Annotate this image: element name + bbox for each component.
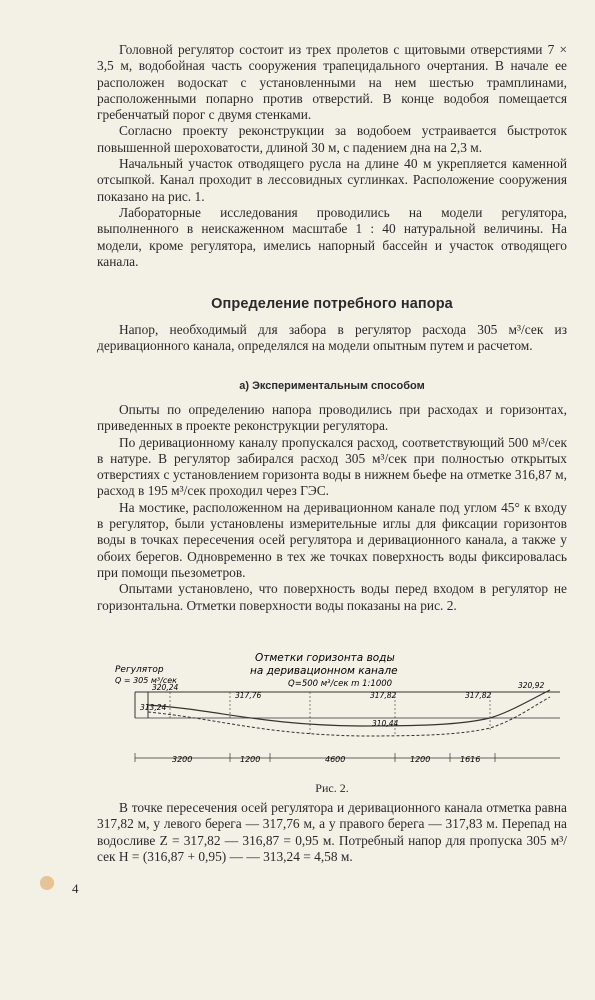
mark-317-82-b: 317,82 [465, 691, 492, 700]
figure-title-line-1: Отметки горизонта воды [255, 652, 395, 664]
paragraph-1: Головной регулятор состоит из трех пролетов с щитовыми отверстиями 7 × 3,5 м, водобойная часть сооружения трапецидального очертания. В начале ее расположен водоскат с установленными на нем шестью трамплинами, расположенными попарно против отверстий. В конце водобоя помещается гребенчатый порог с двумя стенками. [97, 42, 567, 123]
paragraph-4: Лабораторные исследования проводились на модели регулятора, выполненного в неискаженном масштабе 1 : 40 натуральной величины. На модели, кроме регулятора, имелись напорный бассейн и участок отводящего канала. [97, 204, 567, 269]
paragraph-6: Опыты по определению напора проводились при расходах и горизонтах, приведенных в проекте реконструкции регулятора. [97, 402, 567, 434]
dimension-1616: 1616 [460, 755, 481, 764]
regulator-label: Регулятор [115, 665, 164, 675]
paragraph-10: В точке пересечения осей регулятора и деривационного канала отметка равна 317,82 м, у левого берега — 317,76 м, а у правого берега — 317,83 м. Перепад на водосливе Z = 317,82 — 316,87 = 0,95 м. Потребный напор для пропуска 305 м³/сек H = (316,87 + 0,95) — — 313,24 = 4,58 м. [97, 800, 567, 864]
mark-317-82-a: 317,82 [370, 691, 397, 700]
subsection-heading-block [97, 380, 567, 392]
mark-310-44: 310,44 [372, 719, 399, 728]
subsection-heading: а) Экспериментальным способом [239, 380, 425, 392]
section-verticals [170, 692, 490, 736]
dimension-1200-b: 1200 [410, 755, 431, 764]
paragraph-7: По деривационному каналу пропускался расход, соответствующий 500 м³/сек в натуре. В регулятор забирался расход 305 м³/сек при полностью открытых отверстиях с установлением горизонта воды в нижнем бьефе на отметке 316,87 м, расход в 195 м³/сек проходил через ГЭС. [97, 434, 567, 499]
dimension-3200: 3200 [172, 755, 193, 764]
paragraph-2: Согласно проекту реконструкции за водобоем устраивается быстроток повышенной шероховатости, длиной 30 м, с падением дна на 2,3 м. [97, 123, 567, 155]
dimension-1200-a: 1200 [240, 755, 261, 764]
mark-313-24: 313,24 [140, 703, 167, 712]
page-number: 4 [72, 881, 79, 896]
figure-title-line-2: на деривационном канале [250, 665, 398, 677]
mark-320-92: 320,92 [518, 681, 545, 690]
regulator-discharge-label: Q = 305 м³/сек [115, 676, 177, 685]
mark-317-76: 317,76 [235, 691, 262, 700]
dimension-4600: 4600 [325, 755, 346, 764]
figure-2-drawing [110, 650, 560, 780]
figure-caption: Рис. 2. [315, 781, 349, 795]
paragraph-9: Опытами установлено, что поверхность воды перед входом в регулятор не горизонтальна. Отметки поверхности воды показаны на рис. 2. [97, 581, 567, 613]
text-block-top [97, 42, 567, 270]
text-block-bottom [97, 800, 567, 865]
figure-title-line-3: Q=500 м³/сек m 1:1000 [288, 679, 393, 689]
paper-stain [40, 876, 54, 890]
section-heading: Определение потребного напора [211, 296, 453, 312]
paragraph-8: На мостике, расположенном на деривационном канале под углом 45° к входу в регулятор, были установлены измерительные иглы для фиксации горизонтов воды в точках пересечения осей регулятора и деривационного канала, а также у обоих берегов. Одновременно в тех же точках поверхность воды фиксировалась при помощи пьезометров. [97, 499, 567, 580]
text-block-middle [97, 322, 567, 355]
paragraph-5: Напор, необходимый для забора в регулятор расхода 305 м³/сек из деривационного канала, определялся на модели опытным путем и расчетом. [97, 322, 567, 354]
paragraph-3: Начальный участок отводящего русла на длине 40 м укрепляется каменной отсыпкой. Канал проходит в лессовидных суглинках. Расположение сооружения показано на рис. 1. [97, 156, 567, 204]
mark-320-24: 320,24 [152, 683, 179, 692]
text-block-experiments [97, 402, 567, 614]
section-heading-block [97, 296, 567, 312]
